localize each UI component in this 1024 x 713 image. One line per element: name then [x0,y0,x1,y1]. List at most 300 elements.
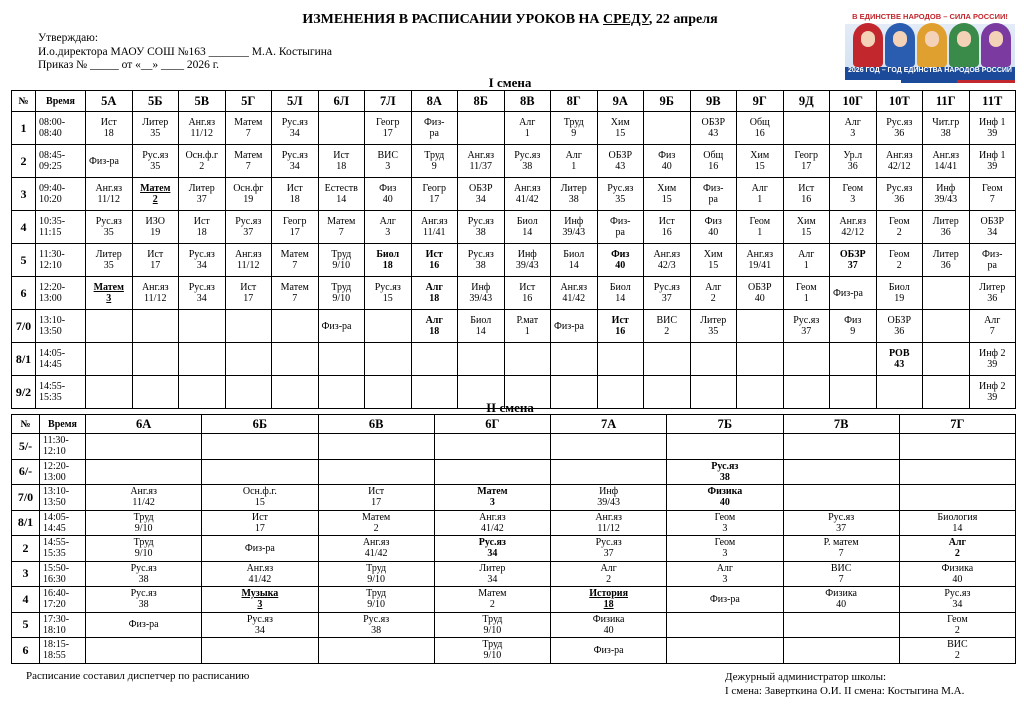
lesson-cell: Хим 15 [690,244,737,277]
column-header-time: Время [40,415,86,434]
lesson-number: 6 [12,277,36,310]
lesson-cell: Инф 39/43 [551,211,598,244]
lesson-cell: Осн.ф.г 2 [179,145,226,178]
lesson-cell [783,376,830,409]
lesson-cell: Хим 15 [737,145,784,178]
lesson-cell: Анг.яз 11/41 [411,211,458,244]
lesson-cell: Литер 36 [969,277,1016,310]
lesson-cell [179,343,226,376]
class-header: 8А [411,91,458,112]
lesson-cell [86,310,133,343]
lesson-cell: Биол 14 [458,310,505,343]
lesson-cell: Анг.яз 11/12 [86,178,133,211]
lesson-cell: Алг 2 [551,561,667,587]
lesson-cell: Геом 7 [969,178,1016,211]
lesson-cell: Инф 39/43 [504,244,551,277]
lesson-cell: Труд 9/10 [318,587,434,613]
lesson-cell: Матем 3 [86,277,133,310]
lesson-cell: Физ 40 [365,178,412,211]
lesson-row [12,112,1016,145]
lesson-cell: Рус.яз 38 [458,244,505,277]
column-header-number: № [12,91,36,112]
lesson-cell: Инф 39/43 [923,178,970,211]
lesson-cell: Рус.яз 34 [899,587,1015,613]
lesson-cell: Алг 2 [899,536,1015,562]
lesson-number: 2 [12,145,36,178]
shift1-title: I смена [488,75,532,90]
lesson-cell: Инф 39/43 [551,485,667,511]
lesson-cell: Ур.л 36 [830,145,877,178]
lesson-cell: Ист 16 [597,310,644,343]
lesson-cell [272,376,319,409]
lesson-cell: ВИС 2 [899,638,1015,664]
lesson-cell: ВИС 3 [365,145,412,178]
lesson-cell: Анг.яз 11/42 [86,485,202,511]
lesson-cell: Анг.яз 42/12 [830,211,877,244]
lesson-cell: Инф 1 39 [969,145,1016,178]
lesson-time: 10:35- 11:15 [36,211,86,244]
lesson-cell: Алг 1 [504,112,551,145]
lesson-cell [86,459,202,485]
lesson-cell [923,376,970,409]
lesson-cell: Осн.ф.г. 15 [202,485,318,511]
lesson-row [12,178,1016,211]
footer-duty-names: I смена: Заверткина О.И. II смена: Костыгина М.А. [725,685,965,697]
lesson-cell: Рус.яз 34 [179,244,226,277]
column-header-time: Время [36,91,86,112]
lesson-cell: Физ-ра [86,145,133,178]
lesson-cell [365,343,412,376]
lesson-time: 11:30- 12:10 [40,434,86,460]
lesson-time: 09:40- 10:20 [36,178,86,211]
shift1-schedule-table [11,90,1016,409]
lesson-number: 9/2 [12,376,36,409]
lesson-cell: Геогр 17 [783,145,830,178]
lesson-cell: Рус.яз 38 [86,587,202,613]
lesson-cell: Ист 17 [202,510,318,536]
lesson-number: 3 [12,178,36,211]
lesson-cell: Общ 16 [737,112,784,145]
lesson-cell: Физ-ра [318,310,365,343]
lesson-cell: Матем 7 [272,244,319,277]
lesson-cell: Рус.яз 37 [783,510,899,536]
footer-compiled-by: Расписание составил диспетчер по расписанию [26,670,250,682]
class-header: 8Г [551,91,598,112]
lesson-cell [899,434,1015,460]
lesson-cell: Инф 1 39 [969,112,1016,145]
lesson-cell: Труд 9/10 [434,638,550,664]
lesson-cell: Инф 2 39 [969,343,1016,376]
lesson-time: 15:50- 16:30 [40,561,86,587]
lesson-time: 18:15- 18:55 [40,638,86,664]
lesson-cell: Физ 40 [644,145,691,178]
lesson-cell: Рус.яз 37 [225,211,272,244]
lesson-cell: Хим 15 [644,178,691,211]
lesson-cell [318,638,434,664]
lesson-cell: Биол 19 [876,277,923,310]
lesson-time: 08:00- 08:40 [36,112,86,145]
lesson-cell: Физика 40 [783,587,899,613]
lesson-cell: Рус.яз 34 [434,536,550,562]
lesson-cell [830,376,877,409]
lesson-number: 1 [12,112,36,145]
lesson-cell: Хим 15 [597,112,644,145]
lesson-cell: Геогр 17 [272,211,319,244]
lesson-cell: Ист 16 [783,178,830,211]
lesson-cell: Физ 40 [690,211,737,244]
footer-duty-admin [725,670,964,698]
lesson-cell [783,343,830,376]
class-header: 6Б [202,415,318,434]
lesson-cell: Анг.яз 41/42 [434,510,550,536]
lesson-cell [551,459,667,485]
lesson-row [12,510,1016,536]
class-header: 9Д [783,91,830,112]
lesson-cell [737,310,784,343]
lesson-cell: Р.мат 1 [504,310,551,343]
lesson-cell: Рус.яз 35 [132,145,179,178]
lesson-cell: Физика 40 [667,485,783,511]
lesson-cell [551,434,667,460]
lesson-cell: Анг.яз 41/42 [318,536,434,562]
lesson-row [12,536,1016,562]
lesson-cell [86,376,133,409]
lesson-cell: Геом 1 [783,277,830,310]
class-header: 5В [179,91,226,112]
class-header: 5Г [225,91,272,112]
lesson-cell [783,112,830,145]
lesson-cell [923,343,970,376]
lesson-cell [132,343,179,376]
lesson-cell [318,459,434,485]
class-header: 9Г [737,91,784,112]
lesson-cell: Биол 18 [365,244,412,277]
approval-line-2: И.о.директора МАОУ СОШ №163 _______ М.А. Костыгина [38,45,333,58]
class-header: 9Б [644,91,691,112]
lesson-cell: Труд 9/10 [318,244,365,277]
lesson-time: 14:55- 15:35 [40,536,86,562]
lesson-cell [318,376,365,409]
lesson-cell: Ист 16 [504,277,551,310]
lesson-cell: Литер 37 [179,178,226,211]
lesson-cell: Анг.яз 41/42 [504,178,551,211]
lesson-time: 08:45- 09:25 [36,145,86,178]
lesson-cell: Труд 9/10 [318,561,434,587]
lesson-cell: Алг 18 [411,277,458,310]
lesson-cell: Ист 17 [318,485,434,511]
lesson-cell [690,376,737,409]
lesson-cell: Биол 14 [504,211,551,244]
lesson-row [12,612,1016,638]
class-header: 5Л [272,91,319,112]
banner-figure [853,23,883,67]
lesson-cell: Литер 35 [86,244,133,277]
lesson-time: 12:20- 13:00 [36,277,86,310]
lesson-cell [318,434,434,460]
lesson-cell: Биол 14 [597,277,644,310]
lesson-cell: Ист 17 [132,244,179,277]
lesson-cell: Литер 35 [132,112,179,145]
lesson-cell: Физ- ра [969,244,1016,277]
lesson-cell [667,612,783,638]
lesson-number: 4 [12,211,36,244]
lesson-cell [830,343,877,376]
class-header: 9А [597,91,644,112]
lesson-cell [644,112,691,145]
lesson-cell: Геогр 17 [365,112,412,145]
class-header: 5А [86,91,133,112]
lesson-cell: Труд 9/10 [86,536,202,562]
lesson-cell: Матем 7 [272,277,319,310]
lesson-number: 6/- [12,459,40,485]
lesson-cell: Алг 1 [737,178,784,211]
lesson-cell: Рус.яз 38 [318,612,434,638]
lesson-time: 17:30- 18:10 [40,612,86,638]
lesson-cell [202,459,318,485]
shift2-schedule-table [11,414,1016,664]
lesson-cell: Литер 38 [551,178,598,211]
lesson-cell: Ист 16 [411,244,458,277]
lesson-cell [458,343,505,376]
lesson-time: 13:10- 13:50 [40,485,86,511]
page-title: ИЗМЕНЕНИЯ В РАСПИСАНИИ УРОКОВ НА СРЕДУ, 22 апреля [302,12,718,27]
lesson-time: 13:10- 13:50 [36,310,86,343]
lesson-cell [202,434,318,460]
lesson-time: 16:40- 17:20 [40,587,86,613]
lesson-cell: Анг.яз 14/41 [923,145,970,178]
lesson-number: 5 [12,244,36,277]
lesson-cell: Матем 3 [434,485,550,511]
lesson-cell [783,638,899,664]
lesson-cell: ОБЗР 43 [690,112,737,145]
class-header: 7Л [365,91,412,112]
lesson-cell: Рус.яз 36 [876,178,923,211]
lesson-number: 8/1 [12,510,40,536]
lesson-cell: Физ- ра [411,112,458,145]
lesson-cell: Рус.яз 38 [86,561,202,587]
lesson-cell: Физ- ра [597,211,644,244]
lesson-cell: Ист 18 [318,145,365,178]
column-header-number: № [12,415,40,434]
lesson-cell: Литер 36 [923,211,970,244]
lesson-cell [737,376,784,409]
lesson-cell [179,310,226,343]
lesson-number: 7/0 [12,485,40,511]
lesson-cell [202,638,318,664]
class-header: 11Т [969,91,1016,112]
lesson-cell [783,485,899,511]
lesson-cell: Ист 18 [179,211,226,244]
class-header: 8Б [458,91,505,112]
class-header: 7В [783,415,899,434]
lesson-cell: Рус.яз 34 [179,277,226,310]
lesson-number: 8/1 [12,343,36,376]
lesson-cell: Алг 3 [667,561,783,587]
banner-figure [981,23,1011,67]
lesson-cell: Физика 40 [899,561,1015,587]
lesson-cell [644,376,691,409]
lesson-cell: ОБЗР 36 [876,310,923,343]
lesson-row [12,434,1016,460]
lesson-cell: Рус.яз 37 [551,536,667,562]
lesson-cell: ИЗО 19 [132,211,179,244]
lesson-number: 3 [12,561,40,587]
lesson-cell: Рус.яз 34 [272,145,319,178]
lesson-cell: Труд 9/10 [86,510,202,536]
lesson-cell: Рус.яз 34 [272,112,319,145]
footer-duty-title: Дежурный администратор школы: [725,671,887,683]
lesson-cell: Рус.яз 34 [202,612,318,638]
lesson-cell: Рус.яз 38 [667,459,783,485]
lesson-cell [644,343,691,376]
lesson-cell: Р. матем 7 [783,536,899,562]
lesson-cell [783,459,899,485]
lesson-cell: Биол 14 [551,244,598,277]
lesson-cell: Алг 2 [690,277,737,310]
lesson-cell: Биология 14 [899,510,1015,536]
class-header: 7Г [899,415,1015,434]
lesson-cell: Труд 9/10 [318,277,365,310]
lesson-cell [272,343,319,376]
class-header: 7Б [667,415,783,434]
lesson-row [12,638,1016,664]
lesson-number: 5/- [12,434,40,460]
lesson-cell: Рус.яз 35 [597,178,644,211]
lesson-cell [86,434,202,460]
lesson-cell: Алг 7 [969,310,1016,343]
lesson-cell: Анг.яз 19/41 [737,244,784,277]
lesson-cell: ОБЗР 43 [597,145,644,178]
lesson-cell: ОБЗР 37 [830,244,877,277]
lesson-cell [132,376,179,409]
shift1-header-row [12,91,1016,112]
lesson-cell: Осн.фг 19 [225,178,272,211]
lesson-cell [899,485,1015,511]
lesson-cell: Алг 3 [365,211,412,244]
lesson-cell: Музыка 3 [202,587,318,613]
lesson-cell: Матем 2 [434,587,550,613]
lesson-cell: Рус.яз 35 [86,211,133,244]
lesson-cell: Труд 9 [551,112,598,145]
lesson-cell [434,459,550,485]
lesson-cell [667,638,783,664]
lesson-cell [225,310,272,343]
lesson-cell: Физ-ра [551,310,598,343]
lesson-cell [667,434,783,460]
banner-slogan: В ЕДИНСТВЕ НАРОДОВ – СИЛА РОССИИ! [845,10,1015,24]
lesson-cell [783,434,899,460]
lesson-cell: Анг.яз 11/12 [225,244,272,277]
lesson-time: 12:20- 13:00 [40,459,86,485]
lesson-row [12,343,1016,376]
lesson-cell: Физ 40 [597,244,644,277]
lesson-cell: Чит.гр 38 [923,112,970,145]
class-header: 6Л [318,91,365,112]
lesson-cell: Алг 1 [783,244,830,277]
lesson-cell: Геом 3 [830,178,877,211]
lesson-cell: Рус.яз 37 [644,277,691,310]
banner-figure [949,23,979,67]
lesson-cell: Ист 18 [86,112,133,145]
lesson-time: 14:05- 14:45 [36,343,86,376]
lesson-cell: История 18 [551,587,667,613]
lesson-cell [597,376,644,409]
lesson-cell: Матем 7 [225,145,272,178]
lesson-cell: Алг 18 [411,310,458,343]
banner-year-caption: 2026 ГОД – ГОД ЕДИНСТВА НАРОДОВ РОССИИ [845,67,1015,83]
lesson-cell [318,343,365,376]
lesson-cell: ОБЗР 34 [969,211,1016,244]
lesson-cell: ОБЗР 34 [458,178,505,211]
class-header: 10Г [830,91,877,112]
lesson-cell: Матем 2 [318,510,434,536]
lesson-cell [876,376,923,409]
lesson-cell: Инф 2 39 [969,376,1016,409]
lesson-cell [411,343,458,376]
lesson-cell: Анг.яз 11/12 [551,510,667,536]
lesson-cell: Анг.яз 41/42 [551,277,598,310]
lesson-cell: Общ 16 [690,145,737,178]
lesson-row [12,277,1016,310]
class-header: 6Г [434,415,550,434]
lesson-cell: Алг 1 [551,145,598,178]
class-header: 9В [690,91,737,112]
lesson-cell [899,459,1015,485]
lesson-cell: Литер 35 [690,310,737,343]
shift2-header-row [12,415,1016,434]
lesson-cell [365,376,412,409]
lesson-time: 14:55- 15:35 [36,376,86,409]
lesson-cell [225,376,272,409]
lesson-cell: Геом 3 [667,536,783,562]
shift2-title: II смена [486,400,534,415]
lesson-cell: ОБЗР 40 [737,277,784,310]
lesson-cell [225,343,272,376]
lesson-cell: Труд 9/10 [434,612,550,638]
class-header: 8В [504,91,551,112]
lesson-number: 2 [12,536,40,562]
lesson-cell: Рус.яз 37 [783,310,830,343]
lesson-row [12,211,1016,244]
lesson-cell [365,310,412,343]
lesson-cell [132,310,179,343]
lesson-time: 14:05- 14:45 [40,510,86,536]
lesson-cell: Литер 36 [923,244,970,277]
lesson-cell: Матем 2 [132,178,179,211]
lesson-cell: Анг.яз 11/12 [179,112,226,145]
lesson-cell: Физ-ра [667,587,783,613]
lesson-cell: Литер 34 [434,561,550,587]
lesson-cell [783,612,899,638]
lesson-cell: Геом 3 [667,510,783,536]
lesson-cell: Рус.яз 36 [876,112,923,145]
lesson-row [12,244,1016,277]
lesson-number: 4 [12,587,40,613]
lesson-cell: Физ 9 [830,310,877,343]
lesson-cell [597,343,644,376]
lesson-cell [272,310,319,343]
lesson-row [12,145,1016,178]
lesson-cell: Анг.яз 11/37 [458,145,505,178]
lesson-cell: Ист 18 [272,178,319,211]
lesson-number: 5 [12,612,40,638]
class-header: 7А [551,415,667,434]
lesson-cell: ВИС 2 [644,310,691,343]
lesson-row [12,561,1016,587]
lesson-number: 6 [12,638,40,664]
lesson-cell: Анг.яз 42/3 [644,244,691,277]
lesson-cell: Матем 7 [318,211,365,244]
